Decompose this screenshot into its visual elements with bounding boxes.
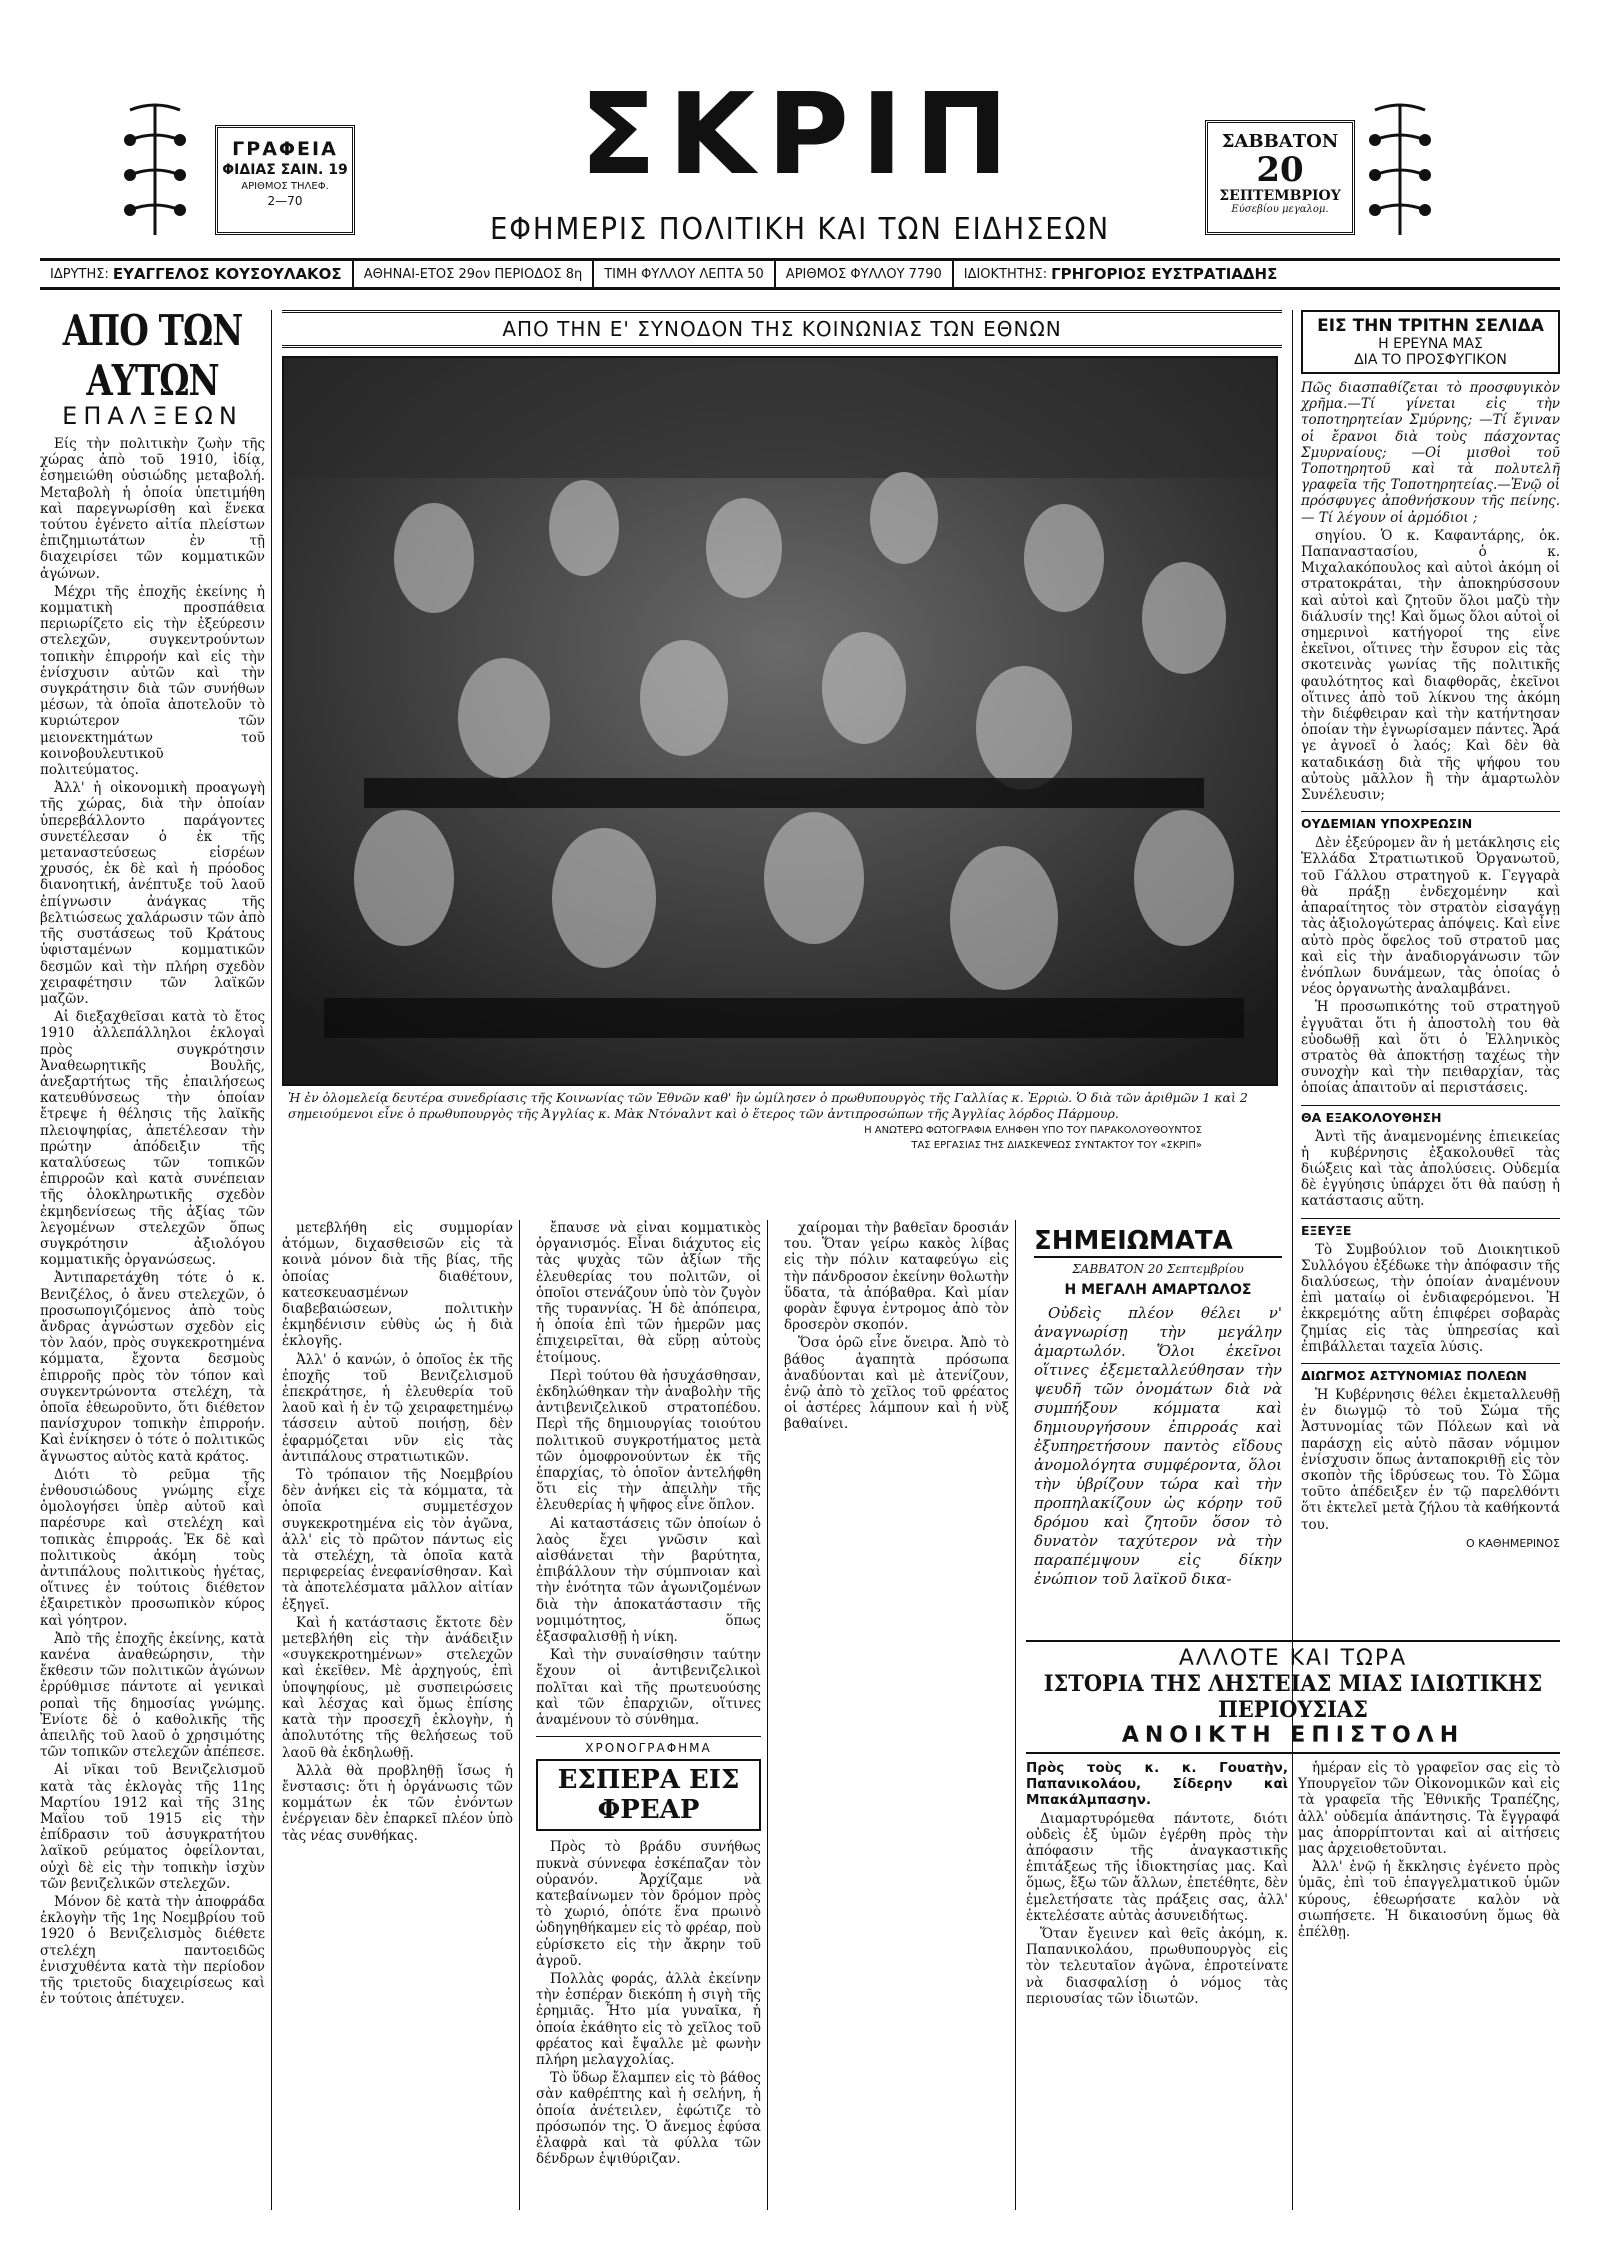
refugee-lead: Πῶς διασπαθίζεται τὸ προσφυγικὸν χρῆμα.—Τί γίνεται εἰς τὴν τοποτηρητείαν Σμύρνης; —Τί ἔγιναν οἱ ἔρανοι διὰ τοὺς πάσχοντας Σμυρναίους; —Οἱ μισθοὶ τοῦ Τοποτηρητοῦ καὶ τὰ πολυτελῆ γραφεῖα τῆς Τοποτηρητείας.—Ἐνῷ οἱ πρόσφυγες ἀποθνήσκουν τῆς πείνης. — Τί λέγουν οἱ ἁρμόδιοι ;	[1301, 380, 1560, 526]
paragraph: μετεβλήθη εἰς συμμορίαν ἀτόμων, διχασθεισῶν εἰς τὰ κοινὰ μόνον διὰ τῆς βίας, τῆς ὁποίας διαθέτουν, κατεσκευασμένων διαβεβαιώσεων, πολιτικὴν ἐκμηδένισιν εὐθὺς ὡς ἡ διὰ ἐκλογῆς.	[282, 1220, 513, 1350]
bottom-story-kicker: ΑΛΛΟΤΕ ΚΑΙ ΤΩΡΑ	[1026, 1640, 1560, 1671]
mid-column-1	[282, 1220, 520, 2210]
refugee-box-title: ΕΙΣ ΤΗΝ ΤΡΙΤΗΝ ΣΕΛΙΔΑ	[1317, 316, 1544, 336]
paragraph: Αἱ καταστάσεις τῶν ὁποίων ὁ λαὸς ἔχει γνῶσιν καὶ αἰσθάνεται τὴν βαρύτητα, ἐπιβάλλουν τὴν σύμπνοιαν καὶ τὴν ἑνότητα τῶν ἀγωνιζομένων διὰ τὴν ἀποκατάστασιν τῆς νομιμότητος, ὅπως ἐξασφαλισθῇ ἡ νίκη.	[536, 1515, 761, 1646]
owner-cell	[954, 261, 1288, 287]
left-article-title: ΑΠΟ ΤΩΝ ΑΥΤΩΝ	[62, 310, 243, 406]
refugee-inquiry-box	[1301, 310, 1560, 374]
left-article	[40, 310, 272, 2210]
chronicle-label: ΧΡΟΝΟΓΡΑΦΗΜΑ	[536, 1736, 761, 1755]
paragraph: ἔπαυσε νὰ εἶναι κομματικὸς ὀργανισμός. Εἶναι διάχυτος εἰς τὰς ψυχὰς τῶν ἀξίων τῆς ἐλευθερίας του πολιτῶν, οἱ ὁποῖοι στενάζουν ὑπὸ τὸν ζυγὸν τῆς τυραννίας. Ἡ δὲ ἀπόπειρα, ἡ ὁποία ἐπὶ τῶν ἡμερῶν μας ἐπιχειρεῖται, θὰ εὕρῃ αὐτοὺς ἑτοίμους.	[536, 1220, 761, 1366]
founder-name: ΕΥΑΓΓΕΛΟΣ ΚΟΥΣΟΥΛΑΚΟΣ	[112, 265, 342, 283]
paragraph: Ἀπὸ τῆς ἐποχῆς ἐκείνης, κατὰ κανένα ἀναθεώρησιν, τὴν ἔκθεσιν τῶν πολιτικῶν ἀγώνων ἐρρύθμισε πάντοτε αἱ γενικαὶ ροπαὶ τῆς δημοσίας γνώμης. Ἐνίοτε δὲ ὁ καθολικῆς τῆς ἀπειλῆς τοῦ λαοῦ ὁ χρησιμότης τῶν τοπικῶν στελεχῶν ἀπέπεσε.	[40, 1630, 265, 1761]
paragraph: Είς τὴν πολιτικὴν ζωὴν τῆς χώρας ἀπὸ τοῦ 1910, ἰδίᾳ, ἐσημειώθη οὐσιώδης μεταβολή. Μεταβολὴ ἡ ὁποία ὑπετιμήθη καὶ παρεγνωρίσθη καὶ ἕνεκα τούτου ἐγένετο αἰτία πλείστων ἐπιζημιωτάτων ἐν τῇ διαχειρίσει τῶν κομματικῶν ἀγώνων.	[40, 436, 265, 582]
police-body	[1301, 1387, 1560, 1533]
paragraph: Τὸ τρόπαιον τῆς Νοεμβρίου δὲν ἀνήκει εἰς τὰ κόμματα, τὰ ὁποῖα συμμετέσχον συγκεκροτημένα εἰς τὸν ἀγῶνα, ἀλλ' εἰς τὸ πρῶτον πάντως εἰς τὰ στελέχη, τὰ ὁποῖα κατὰ περιφερείας ἐνεφανίσθησαν. Καὶ τὰ ἀποτελέσματα μᾶλλον αἰτίαν ἐξηγεῖ.	[282, 1467, 513, 1613]
date-day: ΣΑΒΒΑΤΟΝ	[1221, 131, 1339, 152]
bottom-story-col-2	[1298, 1760, 1560, 2210]
paragraph: Ἀλλ' ἐνῷ ἡ ἔκκλησις ἐγένετο πρὸς ὑμᾶς, ἐπὶ τοῦ ἐπαγγελματικοῦ ὑμῶν κύρους, ἐθεωρήσατε καλὸν νὰ σιωπήσετε. Ἡ δικαιοσύνη ὅμως θὰ ἐπέλθῃ.	[1298, 1859, 1560, 1941]
exeuxe-body	[1301, 1242, 1560, 1355]
paragraph: Καὶ τὴν συναίσθησιν ταύτην ἔχουν οἱ ἀντιβενιζελικοὶ πολῖται καὶ τῆς πρωτευούσης καὶ τῶν ἐπαρχιῶν, οἵτινες ἀναμένουν τὸ σύνθημα.	[536, 1647, 761, 1729]
bottom-story-title: ΙΣΤΟΡΙΑ ΤΗΣ ΛΗΣΤΕΙΑΣ ΜΙΑΣ ΙΔΙΩΤΙΚΗΣ ΠΕΡΙΟΥΣΙΑΣ	[1043, 1671, 1543, 1723]
continue-body	[1301, 1129, 1560, 1210]
owner-label: ΙΔΙΟΚΤΗΤΗΣ:	[963, 266, 1048, 282]
date-box	[1205, 120, 1355, 235]
bottom-story-body	[1026, 1760, 1560, 2210]
notes-body: Οὐδεὶς πλέον θέλει ν' ἀναγνωρίσῃ τὴν μεγάλην ἁμαρτωλόν. Ὅλοι ἐκεῖνοι οἵτινες ἐξεμεταλλεύθησαν τὴν ψευδῆ τῶν ὀνομάτων διὰ νὰ συμπήξουν κόμματα καὶ δημιουργήσουν ἐπιρροάς καὶ ἐξυπηρετήσουν παντὸς εἴδους ἀνομολόγητα συμφέροντα, ὅλοι τὴν ὑβρίζουν τώρα καὶ τὴν προπηλακίζουν ὡς κόρην τοῦ δρόμου καὶ ζητοῦν ὅσον τὸ δυνατὸν ταχύτερον νὰ τὴν παραπέμψουν εἰς δίκην ἐνώπιον τοῦ λαϊκοῦ δικα-	[1034, 1304, 1282, 1588]
paragraph: Περὶ τούτου θὰ ἠσυχάσθησαν, ἐκδηλώθηκαν τὴν ἀναβολὴν τῆς ἀντιβενιζελικοῦ στρατοπέδου. Περὶ τῆς δημιουργίας τοιούτου πολιτικοῦ συγκροτήματος μετὰ τῶν ὁμοφρονούντων ἐκ τῆς ἐπαρχίας, τὸ ὁποῖον ἀντελήφθη ὅτι εἰς τὴν ἀπειλὴν τῆς ἐλευθερίας ἡ ψῆφος εἶνε ὅπλον.	[536, 1367, 761, 1514]
newspaper-logo: ΣΚΡΙΠ	[579, 70, 1021, 200]
info-bar	[40, 258, 1560, 290]
paragraph: Ὅσα ὁρῶ εἶνε ὄνειρα. Ἀπὸ τὸ βάθος ἀγαπητὰ πρόσωπα ἀναδύονται καὶ μὲ ἀτενίζουν, ἐνῷ ἀπὸ τὸ χεῖλος τοῦ φρέατος οἱ ἀστέρες λάμπουν καὶ ἡ νὺξ βαθαίνει.	[784, 1335, 1009, 1433]
paragraph: Καὶ ἡ κατάστασις ἔκτοτε δὲν μετεβλήθη εἰς τὴν ἀνάδειξιν «συγκεκροτημένων» στελεχῶν καὶ ἐκεῖθεν. Μὲ ἀρχηγούς, ἐπὶ ὑποψηφίους, μὲ συσπειρώσεις καὶ λέσχας καὶ ὅμως ἐπίσης κατὰ τὴν προσεχῆ ἐκλογὴν, ἡ ἀπολυτότης τῆς θελήσεως τοῦ λαοῦ θὰ ἐκδηλωθῇ.	[282, 1614, 513, 1761]
founder-label: ΙΔΡΥΤΗΣ:	[50, 266, 109, 282]
chronicle-body	[536, 1839, 761, 2167]
paragraph: Τὸ ὕδωρ ἔλαμπεν εἰς τὸ βάθος σὰν καθρέπτης καὶ ἡ σελήνη, ἡ ὁποία ἀνέτειλεν, ἐφώτιζε τὸ πρόσωπόν της. Ὁ ἄνεμος ἐφύσα ἐλαφρὰ καὶ τὰ φύλλα τῶν δένδρων ἐψιθύριζαν.	[536, 2070, 761, 2168]
mid-column-2	[530, 1220, 768, 2210]
mid-column-1-body	[282, 1220, 513, 1844]
paragraph: Τὸ Συμβούλιον τοῦ Διοικητικοῦ Συλλόγου ἐξέδωκε τὴν ἀπόφασιν τῆς διαλύσεως, τὴν ὁποίαν ἀναμένουν ἐπὶ ματαίῳ οἱ ἐνδιαφερόμενοι. Ἡ ἐκκρεμότης αὕτη ἐπιφέρει σοβαρὰς ζημίας εἰς τὰς ὑπηρεσίας καὶ ἐπιβάλλεται ταχεῖα λύσις.	[1301, 1241, 1560, 1355]
paragraph: Ἀλλ' ἡ οἰκονομικὴ προαγωγὴ τῆς χώρας, διὰ τὴν ὁποίαν ὑπερεβάλλοντο παράγοντες συνετέλεσαν ὁ ἐκ τῆς μεταναστεύσεως εἰσρέων χρυσός, ἐκ δὲ καὶ ἡ πρόοδος διανοητική, ἀνέπτυξε τοῦ λαοῦ ἐπίγνωσιν ἀνάγκας τῆς βελτιώσεως χαλάρωσιν τῶν ἀπὸ τῆς συστάσεως τοῦ Κράτους ὑφισταμένων κομματικῶν δεσμῶν καὶ τὴν πλήρη σχεδὸν χειραφέτησιν τῶν λαϊκῶν μαζῶν.	[40, 780, 265, 1007]
newspaper-subtitle: ΕΦΗΜΕΡΙΣ ΠΟΛΙΤΙΚΗ ΚΑΙ ΤΩΝ ΕΙΔΗΣΕΩΝ	[490, 212, 1110, 247]
paragraph: Μόνον δὲ κατὰ τὴν ἀποφράδα ἐκλογὴν τῆς 1ης Νοεμβρίου τοῦ 1920 ὁ Βενιζελισμὸς διέθετε στελέχη παντοειδῶς ἐνισχυθέντα κατὰ τὴν περίοδον τῆς τριετοῦς διαχειρίσεως καὶ ἐν τούτοις ἀπέτυχεν.	[40, 1894, 265, 2008]
paragraph: Ἡ Κυβέρνησις θέλει ἐκμεταλλευθῇ ἐν διωγμῷ τὸ τοῦ Σώμα τῆς Ἀστυνομίας τῶν Πόλεων καὶ νὰ παράσχῃ εἰς αὐτὸ πᾶσαν νόμιμον ἐνίσχυσιν ὅπως ἀνταποκριθῇ εἰς τὸν σκοπὸν τῆς ἱδρύσεως του. Τὸ Σῶμα τοῦτο ἀπέδειξεν ἐν τῷ παρελθόντι ὅτι ἐκτελεῖ μετὰ ζήλου τὰ καθήκοντά του.	[1301, 1386, 1560, 1533]
lamp-ornament-icon	[120, 100, 190, 240]
paragraph: Αἱ νῖκαι τοῦ Βενιζελισμοῦ κατὰ τὰς ἐκλογὰς τῆς 11ης Μαρτίου 1912 καὶ τῆς 31ης Μαΐου τοῦ 1915 εἰς τὴν ἐπίδρασιν τοῦ ἀσυγκρατήτου λαϊκοῦ ρεύματος ὀφείλονται, οὐχὶ δὲ εἰς τὴν τοπικὴν ἰσχὺν τῶν βενιζελικῶν στελεχῶν.	[40, 1762, 265, 1892]
assembly-photo	[282, 356, 1278, 1086]
subhead-exeuxe: ΕΞΕΥΞΕ	[1301, 1218, 1560, 1238]
owner-name: ΓΡΗΓΟΡΙΟΣ ΕΥΣΤΡΑΤΙΑΔΗΣ	[1051, 265, 1278, 283]
paragraph: Πολλὰς φοράς, ἀλλὰ ἐκείνην τὴν ἑσπέραν διεκόπη ἡ σιγὴ τῆς ἐρημιᾶς. Ἦτο μία γυναῖκα, ἡ ὁποία ἐκάθητο εἰς τὸ χεῖλος τοῦ φρέατος καὶ ἔψαλλε μὲ φωνὴν πλήρη μελαγχολίας.	[536, 1970, 761, 2068]
notes-heading: ΣΗΜΕΙΩΜΑΤΑ	[1034, 1226, 1282, 1258]
paragraph: Δὲν ἐξεύρομεν ἂν ἡ μετάκλησις εἰς Ἑλλάδα Στρατιωτικοῦ Ὀργανωτοῦ, τοῦ Γάλλου στρατηγοῦ κ. Γεγγαρὰ θὰ πράξῃ ἐνδεχομένην καὶ ἀπαραίτητος τὸν στρατὸν εἰσαγάγῃ τὰς ἀξιολογώτερας ἀπόψεις. Καὶ εἶνε αὐτὸ πρὸς ὄφελος τοῦ στρατοῦ μας καὶ εἰς τὴν ἀναδιοργάνωσιν τῶν ἐνόπλων δυνάμεων, τὰς ὁποίας ὁ νέος ὀργανωτὴς ἀναλαμβάνει.	[1301, 835, 1560, 998]
notes-title: Η ΜΕΓΑΛΗ ΑΜΑΡΤΩΛΟΣ	[1064, 1282, 1252, 1298]
assembly-photo-image	[284, 358, 1278, 1086]
photo-caption: Ἡ ἐν ὁλομελείᾳ δευτέρα συνεδρίασις τῆς Κοινωνίας τῶν Ἐθνῶν καθ' ἣν ὡμίλησεν ὁ πρωθυπουργὸς τῆς Γαλλίας κ. Ἐρριὼ. Ὁ διὰ τῶν ἀριθμῶν 1 καὶ 2 σημειούμενοι εἶνε ὁ πρωθυπουργὸς τῆς Ἀγγλίας κ. Μὰκ Ντόναλντ καὶ ὁ ἕτερος τῶν ἀντιπροσώπων τῆς Ἀγγλίας λόρδος Πάρμουρ.	[288, 1090, 1248, 1121]
paragraph: ἡμέραν εἰς τὸ γραφεῖον σας εἰς τὸ Υπουργεῖον τῶν Οἰκονομικῶν καὶ εἰς τὰ γραφεῖα τῆς Ἐθνικῆς Τραπέζης, ἀλλ' οὐδεμία ἀπάντησις. Τὰ ἔγγραφά μας ἀπορρίπτονται καὶ αἱ αἰτήσεις μας ἀρχειοθετοῦνται.	[1298, 1760, 1560, 1858]
offices-phone-label: ΑΡΙΘΜΟΣ ΤΗΛΕΦ.	[241, 181, 329, 192]
lamp-ornament-icon	[1365, 100, 1435, 240]
paragraph: Ἀλλ' ὁ κανών, ὁ ὁποῖος ἐκ τῆς ἐποχῆς τοῦ Βενιζελισμοῦ ἐπεκράτησε, ἡ ἐλευθερία τοῦ λαοῦ καὶ ἡ ἐν τῷ χειραφετημένῳ τάσσειν αὐτοῦ ποιήσῃ, δὲν ἐφαρμόζεται νῦν εἰς τὰς ἀντιπάλους στρατιωτικῶν.	[282, 1351, 513, 1465]
offices-box	[215, 125, 355, 235]
offices-address: ΦΙΔΙΑΣ ΣΑΙΝ. 19	[222, 162, 348, 178]
date-number: 20	[1256, 150, 1304, 190]
paragraph: Ἀντιπαρετάχθη τότε ὁ κ. Βενιζέλος, ὁ ἄνευ στελεχῶν, ὁ προσωπογιζόμενος ἀπὸ τοὺς ἄνδρας ἀγνώστων σχεδὸν εἰς τὸν λαόν, πρὸς συγκεκροτημένα κόμματα, ἔχοντα δεσμοὺς ἐπιρροῆς πρὸς τὸν τόπον καὶ συγκεντρώνοντα στελέχη, τὰ ὁποῖα ἐθεωροῦντο, ὅτι διέθετον πανίσχυρον τοπικὴν ἐπιρροήν. Καὶ ἐνίκησεν ὁ τότε ὁ πολιτικῶς ἄγνωστος αὐτὸς κατὰ κράτος.	[40, 1270, 265, 1465]
subhead-police: ΔΙΩΓΜΟΣ ΑΣΤΥΝΟΜΙΑΣ ΠΟΛΕΩΝ	[1301, 1363, 1560, 1383]
paragraph: Διότι τὸ ρεῦμα τῆς ἐνθουσιώδους γνώμης εἶχε ὁμολογήσει ὑπὲρ αὐτοῦ καὶ παρέσυρε καὶ στελέχη καὶ τοπικὰς ἐπιρροάς. Ἐκ δὲ καὶ πολιτικοὺς ἀκόμη τοὺς ἀντιπάλους πολιτικοὺς ἡγέτας, οἵτινες ἐν τούτοις διέθετον ἐξαιρετικὸν προσωπικὸν κύρος καὶ γόητρον.	[40, 1466, 265, 1629]
date-month: ΣΕΠΤΕΜΒΡΙΟΥ	[1219, 188, 1341, 204]
bottom-story-col-2-body	[1298, 1760, 1560, 1940]
paragraph: Διαμαρτυρόμεθα πάντοτε, διότι οὐδεὶς ἐξ ὑμῶν ἐγέρθη πρὸς τὴν ἀπόφασιν τῆς ἀναγκαστικῆς ἐπιτάξεως τῆς ἰδιοκτησίας μας. Καὶ ὅμως, ἔξω τῶν ἄλλων, ἐπετέθητε, δὲν ἐμελετήσατε τὰς πράξεις σας, ἀλλ' ἐκτελέσατε αὐτὰς ἀσυνειδήτως.	[1026, 1810, 1288, 1924]
mid-column-3-body	[784, 1220, 1009, 1433]
subhead-obligation: ΟΥΔΕΜΙΑΝ ΥΠΟΧΡΕΩΣΙΝ	[1301, 811, 1560, 831]
obligation-body	[1301, 835, 1560, 1096]
bottom-story-subtitle: ΑΝΟΙΚΤΗ ΕΠΙΣΤΟΛΗ	[1026, 1723, 1560, 1754]
photo-credit-line1: Η ΑΝΩΤΕΡΩ ΦΩΤΟΓΡΑΦΙΑ ΕΛΗΦΘΗ ΥΠΟ ΤΟΥ ΠΑΡΑΚΟΛΟΥΘΟΥΝΤΟΣ	[864, 1125, 1202, 1136]
date-saint: Εύσεβίου μεγαλομ.	[1231, 204, 1329, 215]
paragraph: σηγίου. Ὁ κ. Καφαντάρης, ὁκ. Παπαναστασίου, ὁ κ. Μιχαλακόπουλος καὶ αὐτοὶ ἀκόμη οἱ στρατοκράται, τὴν ἀποκηρύσσουν καὶ αὐτοὶ καὶ ζητοῦν ὅλοι μαζὺ τὴν διάλυσίν της! Καὶ ὅμως ὅλοι αὐτοὶ οἱ σημερινοὶ κατήγοροί της εἶνε ἐκεῖνοι, οἵτινες τὴν ἔσυρον εἰς τὰς σκοτεινὰς γωνίας τῆς πολιτικῆς φαυλότητος καὶ διαφθορᾶς, ἐκεῖνοι οἵτινες ἀπὸ τοῦ λίκνου της ἀκόμη τὴν διέφθειραν καὶ τὴν κατήντησαν ὁποίαν τὴν ἐγνωρίσαμεν πάντες. Ἄρά γε ἀγνοεῖ ὁ λαός; Καὶ δὲν θὰ καταδικάσῃ διὰ τῆς ψήφου του αὐτοὺς μᾶλλον ἢ τὴν ἁμαρτωλὸν Συνέλευσιν;	[1301, 527, 1560, 804]
bottom-story-col-1-body	[1026, 1811, 1288, 2007]
photo-section-title: ΑΠΟ ΤΗΝ Ε' ΣΥΝΟΔΟΝ ΤΗΣ ΚΟΙΝΩΝΙΑΣ ΤΩΝ ΕΘΝΩΝ	[282, 310, 1282, 348]
photo-block	[282, 310, 1282, 1190]
chronicle-title: ΕΣΠΕΡΑ ΕΙΣ ΦΡΕΑΡ	[536, 1759, 761, 1831]
newspaper-page	[40, 70, 1560, 2230]
left-article-subtitle: ΕΠΑΛΞΕΩΝ	[62, 402, 243, 430]
paragraph: Ὅταν ἔγεινεν καὶ θεῖς ἀκόμη, κ. Παπανικολάου, πρωθυπουργὸς εἰς τὸν τελευταῖον ἀγῶνα, ἐπροτείνατε νὰ διασφαλίσῃ ὁ νόμος τὰς περιουσίας τῶν ἰδιωτῶν.	[1026, 1926, 1288, 2007]
paragraph: Πρὸς τὸ βράδυ συνήθως πυκνὰ σύννεφα ἐσκέπαζαν τὸν οὐρανόν. Ἀρχίζαμε νὰ κατεβαίνωμεν τὸν δρόμον πρὸς τὸ χωριό, ὁπότε ἕνα πρωινὸ ὡδηγηθήκαμεν εἰς τὸ φρέαρ, ποὺ εὑρίσκετο εἰς τὴν ἄκρην τοῦ ἀγροῦ.	[536, 1839, 761, 1969]
columnist-signature: Ο ΚΑΘΗΜΕΡΙΝΟΣ	[1466, 1536, 1560, 1550]
paragraph: Ἀντὶ τῆς ἀναμενομένης ἐπιεικείας ἡ κυβέρνησις ἐξακολουθεῖ τὰς διώξεις καὶ τὰς ἀπολύσεις. Οὐδεμία δὲ ἐγγύησις ὑπάρχει ὅτι θὰ παύσῃ ἡ κατάστασις αὕτη.	[1301, 1128, 1560, 1210]
subhead-continue: ΘΑ ΕΞΑΚΟΛΟΥΘΗΣΗ	[1301, 1105, 1560, 1125]
mid-column-3	[778, 1220, 1016, 2210]
mid-column-2-body	[536, 1220, 761, 1728]
refugee-box-sub2: ΔΙΑ ΤΟ ΠΡΟΣΦΥΓΙΚΟΝ	[1354, 352, 1507, 368]
price-cell: ΤΙΜΗ ΦΥΛΛΟΥ ΛΕΠΤΑ 50	[594, 261, 776, 287]
right-article-body	[1301, 528, 1560, 803]
bottom-story-header	[1026, 1640, 1560, 1754]
paragraph: Μέχρι τῆς ἐποχῆς ἐκείνης ἡ κομματικὴ προσπάθεια περιωρίζετο εἰς τὴν ἐξεύρεσιν στελεχῶν, συγκεντρούντων τοπικὴν ἐπιρροήν καὶ εἰς τὴν ἐνίσχυσιν αὐτῶν καὶ τὴν συγκράτησιν διὰ τῶν συνήθων μέσων, τὰ ὁποῖα ἀποτελοῦν τὸ κυριώτερον τῶν μειονεκτημάτων τοῦ κοινοβουλευτικοῦ πολιτεύματος.	[40, 583, 265, 779]
bottom-story-addressee: Πρὸς τοὺς κ. κ. Γουατὴν, Παπανικολάου, Σίδερην καὶ Μπακάλμπασην.	[1026, 1760, 1288, 1809]
paragraph: Αἱ διεξαχθεῖσαι κατὰ τὸ ἔτος 1910 ἀλλεπάλληλοι ἐκλογαὶ πρὸς συγκρότησιν Ἀναθεωρητικῆς Βουλῆς, ἀνεξαρτήτως τῆς ἐπαιλήσεως κατευθύνσεως τὴν ὁποίαν ἔτρεψε ἡ θέλησις τῆς λαϊκῆς πλειοψηφίας, ἀπετέλεσαν τὴν πρώτην ἀπόδειξιν τῆς καταλύσεως τῶν τοπικῶν ἐπιρροῶν καὶ κατὰ συνέπειαν τῆς ὁλοκληρωτικῆς σχεδὸν ἐκμηδενίσεως τῆς ἀξίας τῶν λεγομένων στελεχῶν ὅπως συγκρότησιν ἀξιολόγου κομματικῆς ὀργανώσεως.	[40, 1009, 265, 1269]
founder-cell	[40, 261, 354, 287]
left-article-body	[40, 436, 265, 2008]
paragraph: χαίρομαι τὴν βαθεῖαν δροσιάν του. Ὅταν γείρω κακὸς λίβας εἰς τὴν πόλιν καταφεύγω εἰς τὴν πάνδροσον ἐκείνην θολωτὴν ὕδατα, τὰ ἀπόβαθρα. Καὶ μίαν φορὰν ἔφυγα ἐντρομος ἀπὸ τὸν δροσερὸν σκοπόν.	[784, 1220, 1009, 1334]
year-cell: ΑΘΗΝΑΙ-ΕΤΟΣ 29ον ΠΕΡΙΟΔΟΣ 8η	[354, 261, 595, 287]
masthead	[40, 70, 1560, 283]
notes-date: ΣΑΒΒΑΤΟΝ 20 Σεπτεμβρίου	[1072, 1262, 1244, 1276]
paragraph: Ἀλλὰ θὰ προβληθῇ ἴσως ἡ ἔνστασις: ὅτι ἡ ὀργάνωσις τῶν κομμάτων ἐκ τῶν ἐνόντων ἐνέργειαν δὲν ἐπαρκεῖ πλέον ὑπὸ τὰς νέας συνθήκας.	[282, 1762, 513, 1844]
photo-credit-line2: ΤΑΣ ΕΡΓΑΣΙΑΣ ΤΗΣ ΔΙΑΣΚΕΨΕΩΣ ΣΥΝΤΑΚΤΟΥ ΤΟΥ «ΣΚΡΙΠ»	[911, 1140, 1202, 1151]
bottom-story-col-1	[1026, 1760, 1288, 2210]
paragraph: Ἡ προσωπικότης τοῦ στρατηγοῦ ἐγγυᾶται ὅτι ἡ ἀποστολὴ του θὰ εὐοδωθῇ καὶ ὅτι ὁ Ἑλληνικὸς στρατὸς θὰ ἀποκτήσῃ ταχέως τὴν συνοχὴν καὶ τὴν πειθαρχίαν, τὰς ὁποίας ἀπαιτοῦν αἱ περιστάσεις.	[1301, 999, 1560, 1097]
offices-title: ΓΡΑΦΕΙΑ	[232, 138, 338, 160]
offices-phone: 2—70	[267, 194, 303, 208]
issue-cell: ΑΡΙΘΜΟΣ ΦΥΛΛΟΥ 7790	[776, 261, 954, 287]
refugee-box-sub1: Η ΕΡΕΥΝΑ ΜΑΣ	[1378, 336, 1483, 352]
